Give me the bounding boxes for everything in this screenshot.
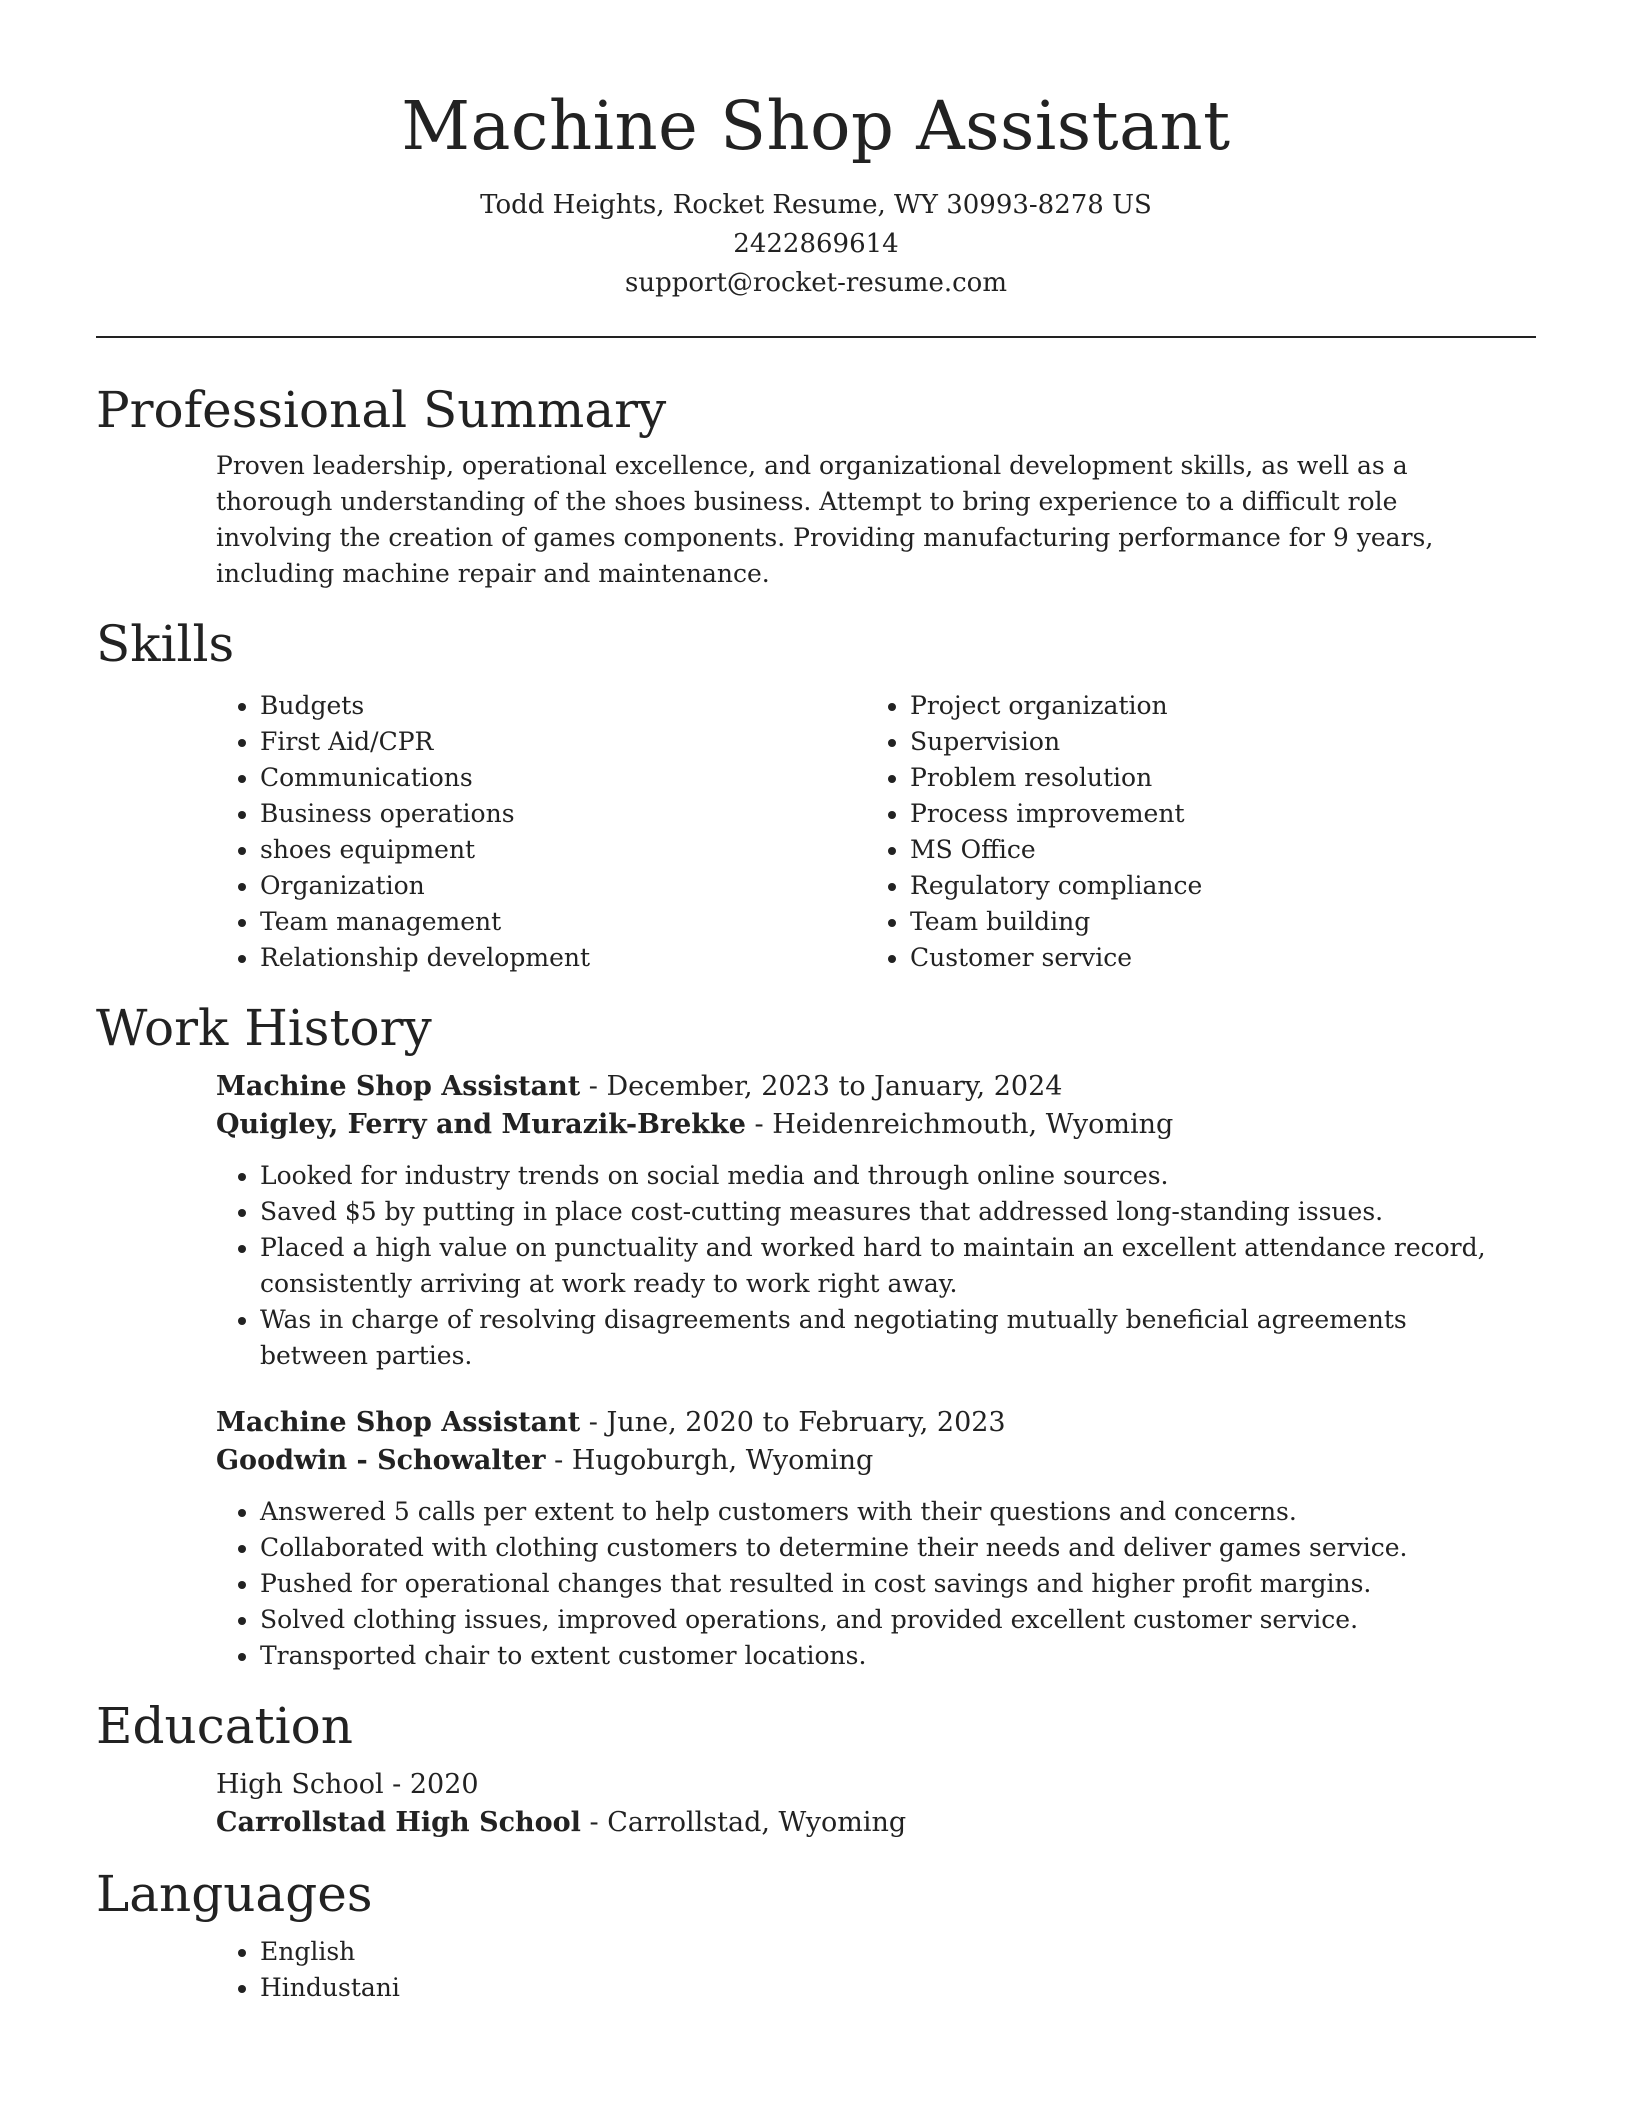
skill-item: • Budgets bbox=[260, 688, 866, 724]
skill-item: • Project organization bbox=[910, 688, 1516, 724]
job-bullets bbox=[216, 1494, 1516, 1674]
job-company: Goodwin - Schowalter bbox=[216, 1445, 546, 1476]
skill-item: • Team management bbox=[260, 904, 866, 940]
job-entry bbox=[216, 1404, 1516, 1674]
education-school: Carrollstad High School bbox=[216, 1807, 581, 1838]
skills-title: Skills bbox=[96, 615, 235, 673]
language-item: • Hindustani bbox=[260, 1970, 1516, 2006]
job-bullets bbox=[216, 1158, 1516, 1374]
job-company-line bbox=[216, 1106, 1516, 1144]
job-bullet: • Transported chair to extent customer locations. bbox=[260, 1638, 1516, 1674]
skills-list-right bbox=[866, 688, 1516, 976]
skill-item: • Team building bbox=[910, 904, 1516, 940]
job-bullet: • Saved $5 by putting in place cost-cutting measures that addressed long-standing issues. bbox=[260, 1194, 1516, 1230]
languages-title: Languages bbox=[96, 1865, 373, 1923]
job-bullet: • Was in charge of resolving disagreements and negotiating mutually beneficial agreements between parties. bbox=[260, 1302, 1516, 1374]
job-company: Quigley, Ferry and Murazik-Brekke bbox=[216, 1109, 746, 1140]
job-role: Machine Shop Assistant bbox=[216, 1071, 581, 1102]
skill-item: • Regulatory compliance bbox=[910, 868, 1516, 904]
job-entry bbox=[216, 1068, 1516, 1374]
education-location: - Carrollstad, Wyoming bbox=[580, 1807, 907, 1838]
work-history-title: Work History bbox=[96, 999, 432, 1057]
job-bullet: • Answered 5 calls per extent to help customers with their questions and concerns. bbox=[260, 1494, 1516, 1530]
job-bullet: • Looked for industry trends on social media and through online sources. bbox=[260, 1158, 1516, 1194]
skill-item: • Business operations bbox=[260, 796, 866, 832]
skill-item: • Problem resolution bbox=[910, 760, 1516, 796]
skill-item: • Communications bbox=[260, 760, 866, 796]
resume-header bbox=[96, 0, 1536, 303]
job-dates: - June, 2020 to February, 2023 bbox=[580, 1407, 1006, 1438]
contact-email: support@rocket-resume.com bbox=[624, 268, 1007, 298]
skill-item: • Relationship development bbox=[260, 940, 866, 976]
job-location: - Heidenreichmouth, Wyoming bbox=[745, 1109, 1174, 1140]
job-dates: - December, 2023 to January, 2024 bbox=[580, 1071, 1063, 1102]
skill-item: • Process improvement bbox=[910, 796, 1516, 832]
job-company-line bbox=[216, 1442, 1516, 1480]
header-divider bbox=[96, 336, 1536, 338]
job-bullet: • Solved clothing issues, improved operations, and provided excellent customer service. bbox=[260, 1602, 1516, 1638]
skills-section bbox=[96, 614, 1536, 976]
job-role: Machine Shop Assistant bbox=[216, 1407, 581, 1438]
skill-item: • shoes equipment bbox=[260, 832, 866, 868]
work-history-section bbox=[96, 998, 1536, 1674]
job-title-line bbox=[216, 1068, 1516, 1106]
job-bullet: • Pushed for operational changes that resulted in cost savings and higher profit margins. bbox=[260, 1566, 1516, 1602]
education-section bbox=[96, 1696, 1536, 1842]
skill-item: • First Aid/CPR bbox=[260, 724, 866, 760]
resume-page bbox=[96, 0, 1536, 2006]
job-bullet: • Placed a high value on punctuality and worked hard to maintain an excellent attendance record, consistently arriving at work ready to work right away. bbox=[260, 1230, 1516, 1302]
skill-item: • Supervision bbox=[910, 724, 1516, 760]
skill-item: • Customer service bbox=[910, 940, 1516, 976]
resume-name: Machine Shop Assistant bbox=[401, 87, 1231, 165]
skill-item: • Organization bbox=[260, 868, 866, 904]
summary-text: Proven leadership, operational excellence, and organizational development skills, as well as a thorough understanding of the shoes business. Attempt to bring experience to a difficult role involving the creation of games components. Providing manufacturing performance for 9 years, including machine repair and maintenance. bbox=[216, 451, 1434, 588]
education-title: Education bbox=[96, 1697, 353, 1755]
job-bullet: • Collaborated with clothing customers to determine their needs and deliver games service. bbox=[260, 1530, 1516, 1566]
contact-phone: 2422869614 bbox=[733, 229, 899, 259]
job-location: - Hugoburgh, Wyoming bbox=[545, 1445, 874, 1476]
skills-list-left bbox=[216, 688, 866, 976]
summary-section bbox=[96, 380, 1536, 592]
languages-list bbox=[216, 1934, 1516, 2006]
languages-section bbox=[96, 1864, 1536, 2006]
language-item: • English bbox=[260, 1934, 1516, 1970]
contact-address: Todd Heights, Rocket Resume, WY 30993-8278 US bbox=[480, 190, 1152, 220]
education-degree: High School - 2020 bbox=[216, 1769, 479, 1800]
skill-item: • MS Office bbox=[910, 832, 1516, 868]
education-school-line bbox=[216, 1804, 1516, 1842]
job-title-line bbox=[216, 1404, 1516, 1442]
summary-title: Professional Summary bbox=[96, 381, 667, 439]
